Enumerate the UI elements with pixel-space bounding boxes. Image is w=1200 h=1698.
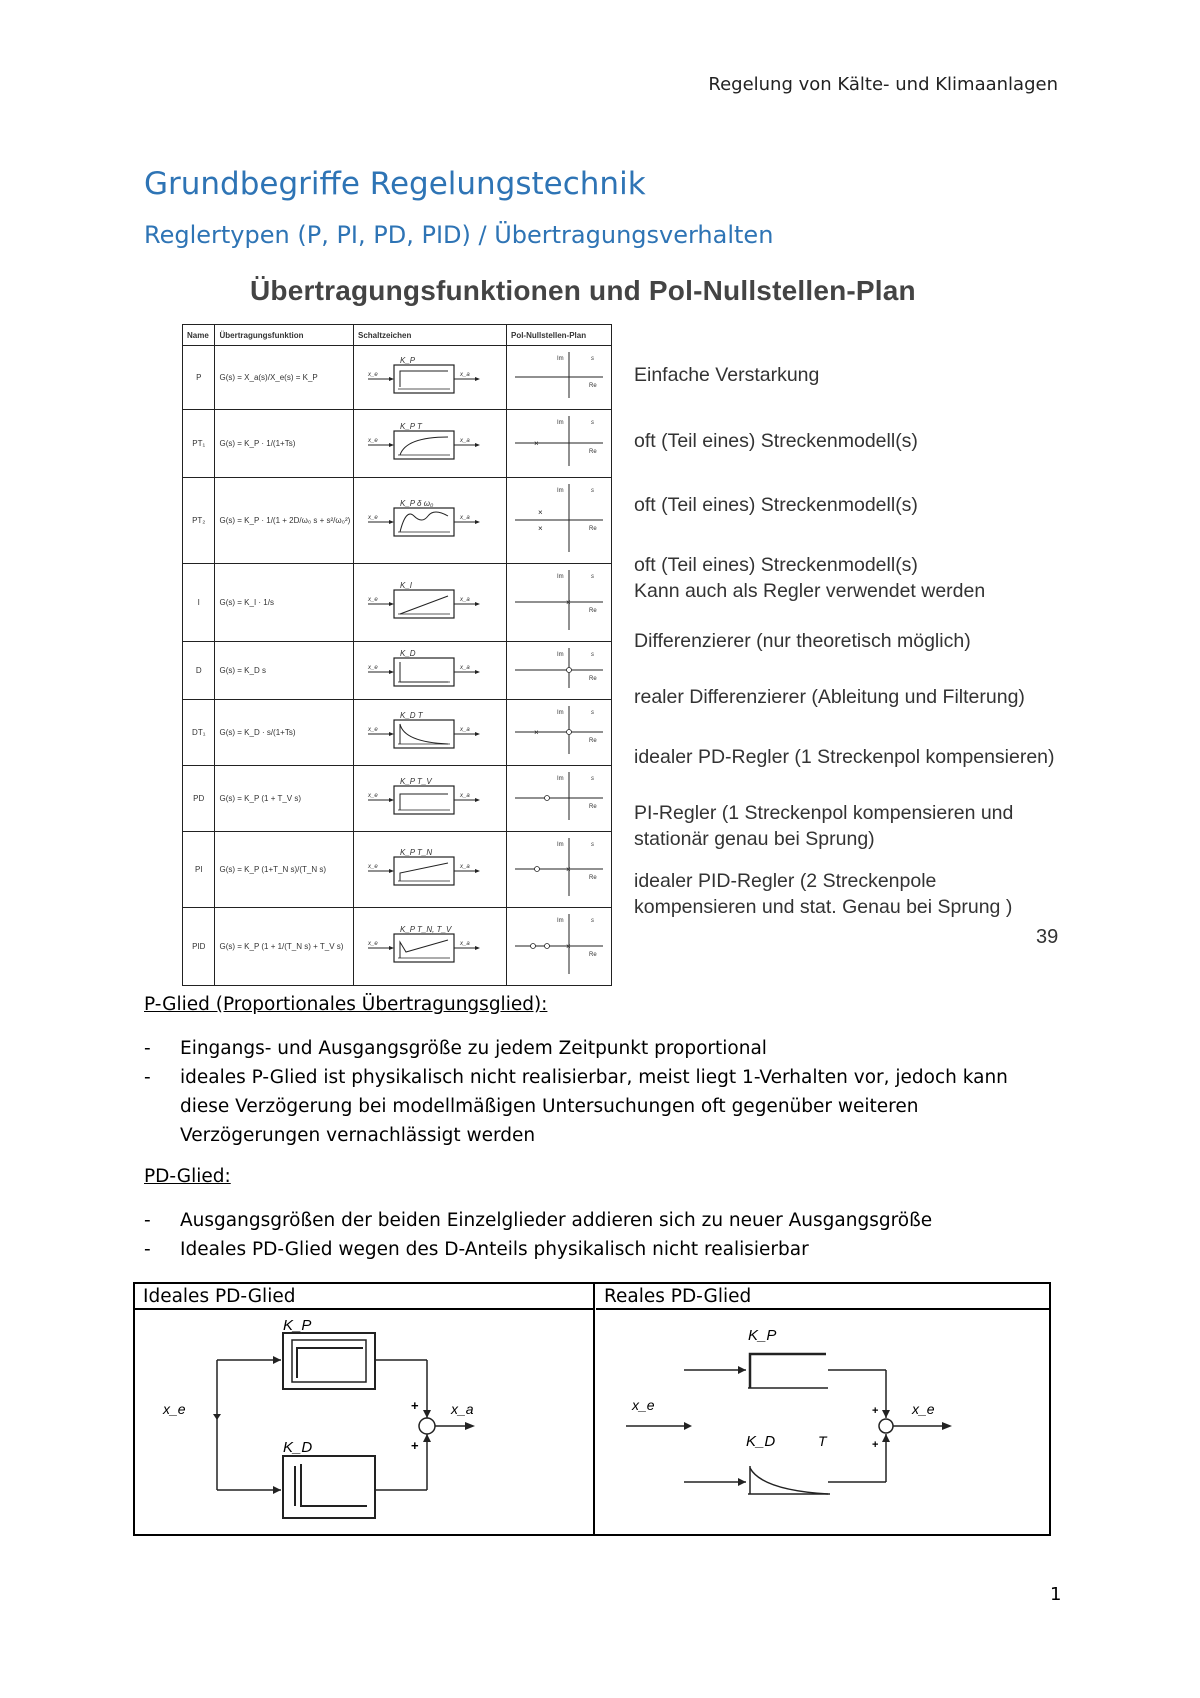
table-row — [183, 564, 612, 642]
row-polezero — [506, 564, 611, 642]
summing-junction — [419, 1418, 435, 1434]
re-axis-label: Re — [588, 676, 597, 682]
plus-sign: + — [872, 1439, 879, 1451]
row-description: Differenzierer (nur theoretisch möglich) — [634, 630, 971, 652]
block-label: K_P T_N, T_V — [399, 925, 452, 934]
output-label: x_a — [459, 597, 470, 603]
row-formula: G(s) = K_P (1 + T_V s) — [215, 766, 354, 832]
row-description: oft (Teil eines) Streckenmodell(s) — [634, 494, 918, 516]
col-formula: Übertragungsfunktion — [215, 325, 354, 346]
row-polezero — [506, 700, 611, 766]
block-symbol — [354, 346, 506, 404]
kp-label: K_P — [283, 1317, 312, 1334]
row-formula: G(s) = X_a(s)/X_e(s) = K_P — [215, 346, 354, 410]
output-label: x_a — [459, 372, 470, 378]
row-polezero — [506, 908, 611, 986]
row-block — [353, 642, 506, 700]
svg-text:×: × — [533, 439, 539, 448]
block-label: K_D — [399, 649, 416, 658]
pd-section-list — [144, 1206, 1044, 1264]
s-plane-label: s — [590, 776, 594, 782]
output-label: x_a — [459, 665, 470, 671]
svg-text:×: × — [565, 942, 571, 951]
pole-zero-plot — [507, 564, 611, 636]
plus-sign: + — [872, 1405, 879, 1417]
table-row — [183, 700, 612, 766]
section-subtitle: Reglertypen (P, PI, PD, PID) / Übertragungsverhalten — [144, 221, 774, 249]
im-axis-label: Im — [556, 420, 564, 426]
block-symbol — [354, 700, 506, 760]
block-label: K_P T — [399, 422, 422, 431]
s-plane-label: s — [590, 842, 594, 848]
table-row — [183, 832, 612, 908]
re-axis-label: Re — [588, 875, 597, 881]
im-axis-label: Im — [556, 574, 564, 580]
block-symbol — [354, 832, 506, 902]
running-header: Regelung von Kälte- und Klimaanlagen — [708, 74, 1058, 95]
pole-zero-plot — [507, 832, 611, 902]
row-name: DT₁ — [183, 700, 215, 766]
s-plane-label: s — [590, 652, 594, 658]
output-label: x_a — [459, 793, 470, 799]
row-polezero — [506, 766, 611, 832]
list-item: - Ideales PD-Glied wegen des D-Anteils physikalisch nicht realisierbar — [144, 1239, 809, 1260]
pole-zero-plot — [507, 908, 611, 980]
page-title: Grundbegriffe Regelungstechnik — [144, 166, 646, 202]
block-label: K_I — [399, 581, 412, 590]
input-label: x_e — [367, 665, 378, 671]
im-axis-label: Im — [556, 488, 564, 494]
row-polezero — [506, 410, 611, 478]
pole-zero-plot — [507, 478, 611, 558]
row-polezero — [506, 642, 611, 700]
row-formula: G(s) = K_P · 1/(1+Ts) — [215, 410, 354, 478]
row-polezero — [506, 832, 611, 908]
svg-text:×: × — [533, 728, 539, 737]
re-axis-label: Re — [588, 383, 597, 389]
row-description: PI-Regler (1 Streckenpol kompensieren und stationär genau bei Sprung) — [634, 802, 1014, 850]
row-polezero — [506, 346, 611, 410]
col-block: Schaltzeichen — [353, 325, 506, 346]
row-name: PD — [183, 766, 215, 832]
svg-text:×: × — [537, 524, 543, 533]
im-axis-label: Im — [556, 652, 564, 658]
row-description: oft (Teil eines) Streckenmodell(s) — [634, 430, 918, 452]
table-row — [183, 908, 612, 986]
row-formula: G(s) = K_P (1 + 1/(T_N s) + T_V s) — [215, 908, 354, 986]
input-label: x_e — [367, 372, 378, 378]
block-symbol — [354, 564, 506, 636]
xe-label: x_e — [632, 1397, 655, 1413]
ideal-pd-header: Ideales PD-Glied — [135, 1284, 593, 1310]
input-label: x_e — [367, 793, 378, 799]
table-row — [183, 346, 612, 410]
row-polezero — [506, 478, 611, 564]
s-plane-label: s — [590, 710, 594, 716]
p-section-list — [144, 1034, 1044, 1150]
row-description: oft (Teil eines) Streckenmodell(s) Kann auch als Regler verwendet werden — [634, 554, 986, 602]
block-label: K_P T_V — [399, 777, 432, 786]
block-symbol — [354, 766, 506, 826]
block-label: K_P T_N — [399, 848, 433, 857]
xa-label: x_a — [451, 1401, 474, 1417]
s-plane-label: s — [590, 420, 594, 426]
im-axis-label: Im — [556, 710, 564, 716]
row-formula: G(s) = K_D s — [215, 642, 354, 700]
t-label: T — [818, 1433, 827, 1449]
input-label: x_e — [367, 727, 378, 733]
list-item: - ideales P-Glied ist physikalisch nicht realisierbar, meist liegt 1-Verhalten vor, jedoch kann diese Verzögerung bei modellmäßigen Untersuchungen oft gegenüber weiteren Verzögerungen vernachlässigt werden — [144, 1067, 1008, 1146]
row-block — [353, 478, 506, 564]
re-axis-label: Re — [588, 738, 597, 744]
kd-label: K_D — [746, 1433, 776, 1450]
pole-zero-plot — [507, 410, 611, 472]
table-header-row — [183, 325, 612, 346]
row-formula: G(s) = K_P · 1/(1 + 2D/ω₀ s + s²/ω₀²) — [215, 478, 354, 564]
row-formula: G(s) = K_D · s/(1+Ts) — [215, 700, 354, 766]
input-label: x_e — [367, 864, 378, 870]
ideal-pd-column — [135, 1284, 595, 1534]
row-name: P — [183, 346, 215, 410]
pd-comparison-table — [133, 1282, 1051, 1536]
output-label: x_a — [459, 941, 470, 947]
row-name: D — [183, 642, 215, 700]
row-block — [353, 346, 506, 410]
row-name: PI — [183, 832, 215, 908]
col-name: Name — [183, 325, 215, 346]
ideal-pd-diagram — [135, 1310, 591, 1534]
im-axis-label: Im — [556, 776, 564, 782]
table-row — [183, 766, 612, 832]
block-symbol — [354, 478, 506, 558]
s-plane-label: s — [590, 918, 594, 924]
pd-section-heading: PD-Glied: — [144, 1166, 231, 1187]
output-label: x_a — [459, 727, 470, 733]
input-label: x_e — [367, 597, 378, 603]
row-block — [353, 832, 506, 908]
svg-text:×: × — [537, 508, 543, 517]
pole-zero-plot — [507, 642, 611, 694]
block-label: K_P — [399, 356, 416, 365]
row-block — [353, 766, 506, 832]
plus-sign: + — [411, 1398, 419, 1413]
list-item: - Eingangs- und Ausgangsgröße zu jedem Zeitpunkt proportional — [144, 1038, 767, 1059]
block-symbol — [354, 410, 506, 472]
figure-title: Übertragungsfunktionen und Pol-Nullstellen-Plan — [250, 275, 916, 306]
row-block — [353, 410, 506, 478]
slide-number: 39 — [1036, 926, 1059, 948]
re-axis-label: Re — [588, 608, 597, 614]
block-label: K_P δ ω₀ — [399, 499, 434, 508]
re-axis-label: Re — [588, 449, 597, 455]
xa-label: x_e — [912, 1401, 935, 1417]
pole-zero-plot — [507, 766, 611, 826]
row-formula: G(s) = K_P (1+T_N s)/(T_N s) — [215, 832, 354, 908]
table-row — [183, 410, 612, 478]
plus-sign: + — [411, 1438, 419, 1453]
kd-label: K_D — [283, 1439, 313, 1456]
row-description: idealer PD-Regler (1 Streckenpol kompensieren) — [634, 746, 1055, 768]
s-plane-label: s — [590, 356, 594, 362]
row-block — [353, 908, 506, 986]
row-name: PT₂ — [183, 478, 215, 564]
table-row — [183, 478, 612, 564]
p-section-heading: P-Glied (Proportionales Übertragungsglied): — [144, 994, 548, 1015]
re-axis-label: Re — [588, 952, 597, 958]
row-formula: G(s) = K_I · 1/s — [215, 564, 354, 642]
row-block — [353, 700, 506, 766]
row-description: realer Differenzierer (Ableitung und Filterung) — [634, 686, 1025, 708]
real-pd-header: Reales PD-Glied — [596, 1284, 1049, 1310]
output-label: x_a — [459, 864, 470, 870]
input-label: x_e — [367, 438, 378, 444]
table-row — [183, 642, 612, 700]
row-block — [353, 564, 506, 642]
block-symbol — [354, 642, 506, 694]
row-description: idealer PID-Regler (2 Streckenpole kompensieren und stat. Genau bei Sprung ) — [634, 870, 1013, 918]
im-axis-label: Im — [556, 356, 564, 362]
s-plane-label: s — [590, 574, 594, 580]
row-name: I — [183, 564, 215, 642]
im-axis-label: Im — [556, 842, 564, 848]
transfer-function-table — [182, 324, 612, 986]
svg-text:×: × — [565, 865, 571, 874]
page-number: 1 — [1050, 1584, 1062, 1605]
real-pd-diagram — [596, 1310, 1048, 1534]
input-label: x_e — [367, 515, 378, 521]
output-label: x_a — [459, 515, 470, 521]
re-axis-label: Re — [588, 804, 597, 810]
pole-zero-plot — [507, 346, 611, 404]
input-label: x_e — [367, 941, 378, 947]
kp-label: K_P — [748, 1327, 777, 1344]
summing-junction — [879, 1419, 893, 1433]
im-axis-label: Im — [556, 918, 564, 924]
output-label: x_a — [459, 438, 470, 444]
svg-text:×: × — [565, 598, 571, 607]
real-pd-column — [596, 1284, 1049, 1534]
col-polezero: Pol-Nullstellen-Plan — [506, 325, 611, 346]
pole-zero-plot — [507, 700, 611, 760]
row-description: Einfache Verstarkung — [634, 364, 820, 386]
list-item: - Ausgangsgrößen der beiden Einzelglieder addieren sich zu neuer Ausgangsgröße — [144, 1210, 933, 1231]
row-name: PT₁ — [183, 410, 215, 478]
row-name: PID — [183, 908, 215, 986]
xe-label: x_e — [163, 1401, 186, 1417]
block-label: K_D T — [399, 711, 423, 720]
re-axis-label: Re — [588, 526, 597, 532]
s-plane-label: s — [590, 488, 594, 494]
block-symbol — [354, 908, 506, 980]
